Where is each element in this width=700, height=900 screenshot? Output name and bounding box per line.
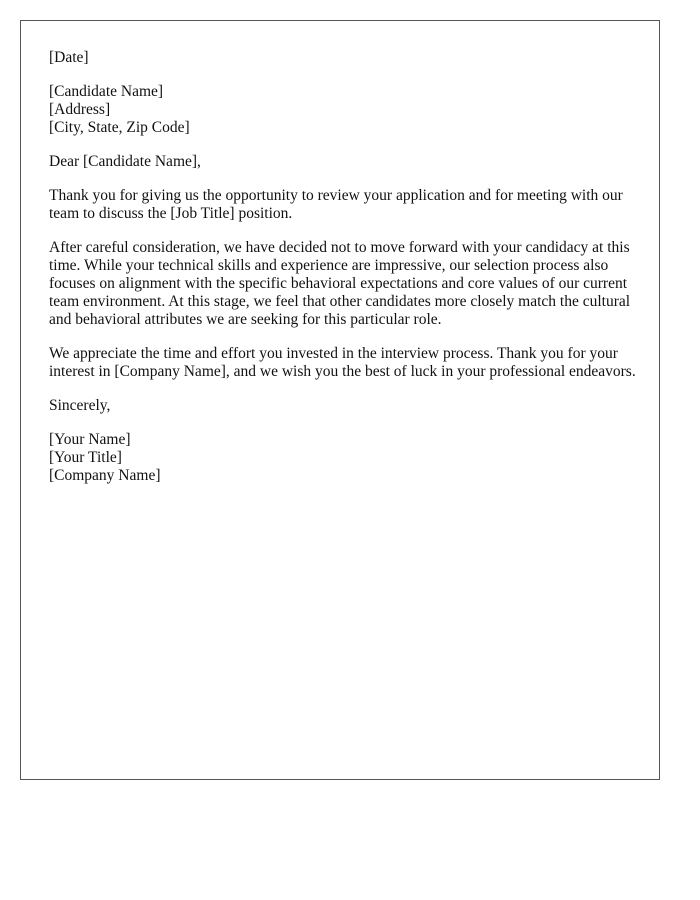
recipient-city-state-zip: [City, State, Zip Code] bbox=[49, 119, 190, 136]
signature-block bbox=[49, 431, 639, 485]
salutation: Dear [Candidate Name], bbox=[49, 153, 201, 170]
letter-page bbox=[20, 20, 660, 780]
salutation-block bbox=[49, 153, 639, 171]
body-paragraph-3: We appreciate the time and effort you invested in the interview process. Thank you for your interest in [Company Name], and we wish you the best of luck in your professional endeavors. bbox=[49, 345, 636, 380]
closing: Sincerely, bbox=[49, 397, 111, 414]
signature-name: [Your Name] bbox=[49, 431, 131, 448]
letter-body bbox=[49, 49, 639, 501]
letter-date: [Date] bbox=[49, 49, 89, 66]
body-paragraph-1: Thank you for giving us the opportunity to review your application and for meeting with our team to discuss the [Job Title] position. bbox=[49, 187, 623, 222]
signature-title: [Your Title] bbox=[49, 449, 122, 466]
closing-block bbox=[49, 397, 639, 415]
signature-company: [Company Name] bbox=[49, 467, 161, 484]
recipient-name: [Candidate Name] bbox=[49, 83, 164, 100]
body-paragraph-2: After careful consideration, we have decided not to move forward with your candidacy at this time. While your technical skills and experience are impressive, our selection process also focuses on alignment with the specific behavioral expectations and core values of our current team environment. At this stage, we feel that other candidates more closely match the cultural and behavioral attributes we are seeking for this particular role. bbox=[49, 239, 631, 328]
date-block bbox=[49, 49, 639, 67]
recipient-address: [Address] bbox=[49, 101, 111, 118]
recipient-block bbox=[49, 83, 639, 137]
